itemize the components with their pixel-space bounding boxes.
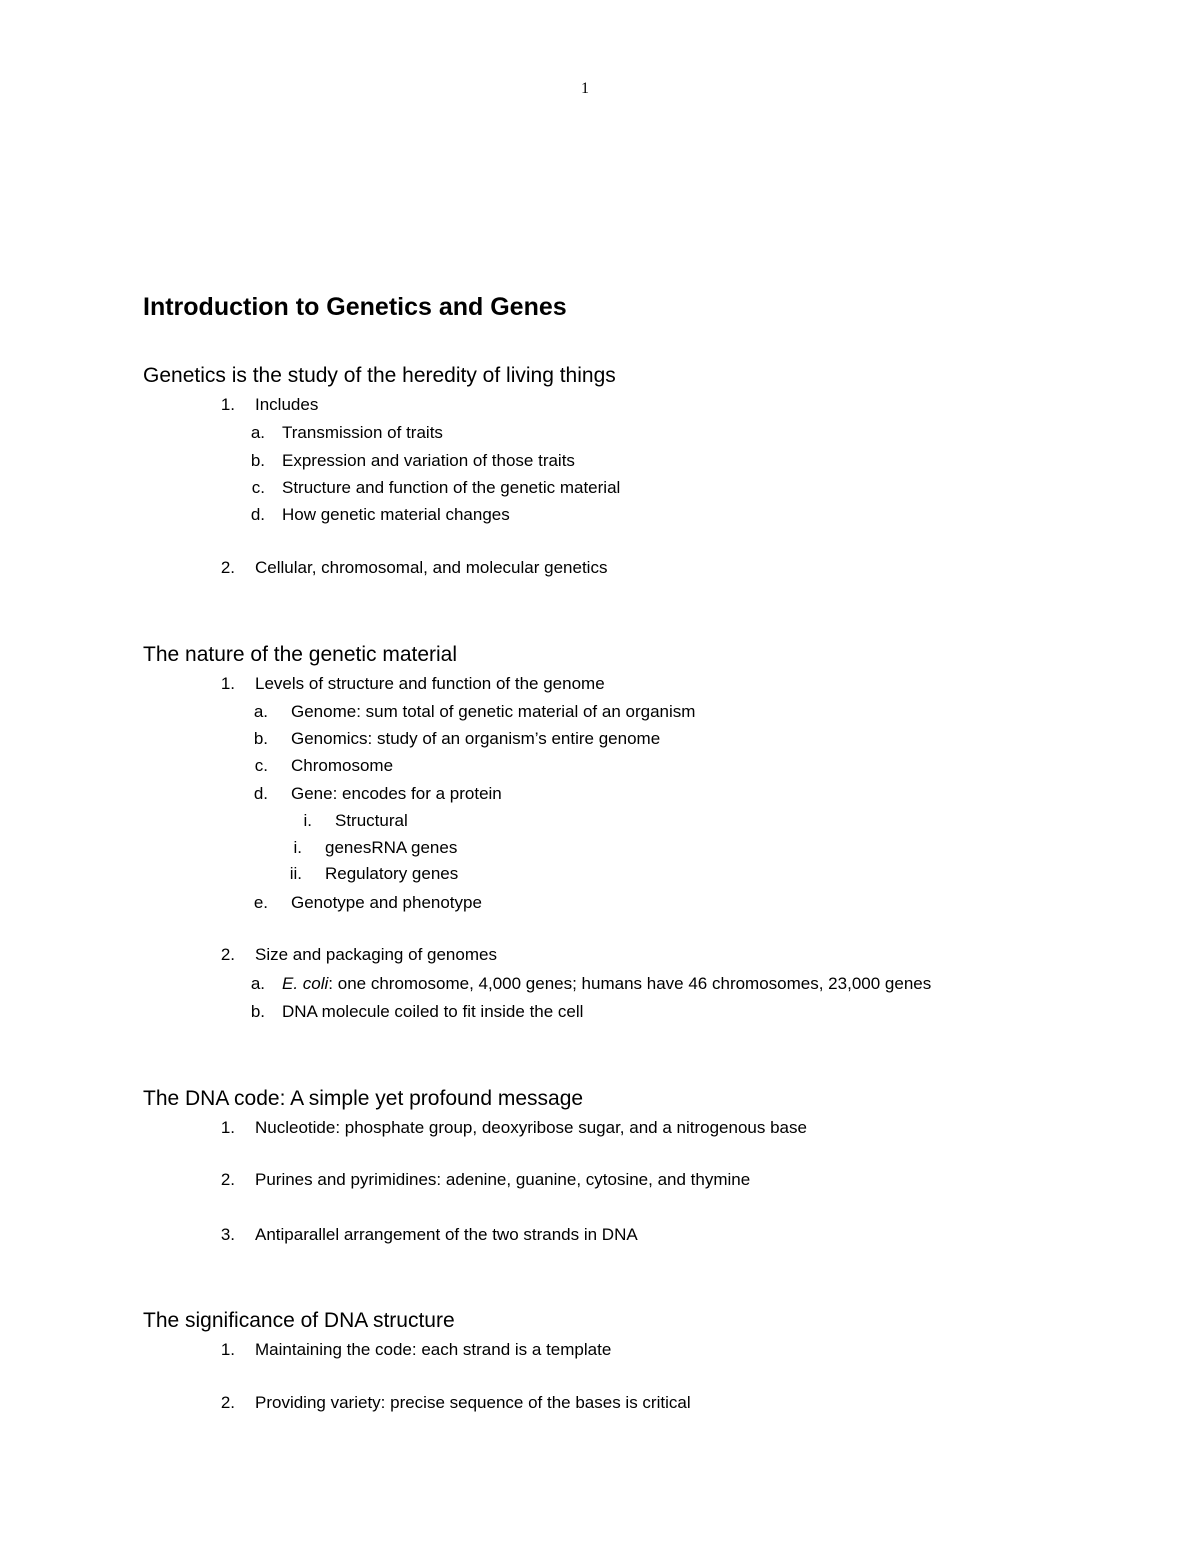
list-marker: 1. (220, 1340, 235, 1359)
sublist-item: Genomics: study of an organism’s entire genome (291, 729, 661, 748)
subsublist-item: genesRNA genes (325, 838, 458, 857)
sublist-item: Gene: encodes for a protein (291, 784, 502, 803)
sublist-marker: b. (250, 451, 265, 470)
sublist-marker: d. (253, 784, 268, 803)
subsublist-item: Regulatory genes (325, 864, 459, 883)
list-item: Providing variety: precise sequence of the bases is critical (255, 1393, 691, 1412)
list-marker: 1. (220, 674, 235, 693)
sublist-item: Genome: sum total of genetic material of an organism (291, 702, 696, 721)
list-item: Cellular, chromosomal, and molecular genetics (255, 558, 608, 577)
list-item: Levels of structure and function of the genome (255, 674, 605, 693)
subsublist-marker: ii. (289, 864, 302, 883)
list-marker: 1. (220, 1118, 235, 1137)
list-marker: 2. (220, 558, 235, 577)
sublist-marker: a. (250, 974, 265, 993)
list-marker: 3. (220, 1225, 235, 1244)
sublist-marker: c. (254, 756, 268, 775)
list-marker: 2. (220, 945, 235, 964)
sublist-item: How genetic material changes (282, 505, 510, 524)
document-title: Introduction to Genetics and Genes (143, 293, 567, 321)
list-item: Antiparallel arrangement of the two strands in DNA (255, 1225, 638, 1244)
sublist-item: Expression and variation of those traits (282, 451, 575, 470)
section-heading: The DNA code: A simple yet profound message (143, 1087, 584, 1110)
sublist-item: Genotype and phenotype (291, 893, 482, 912)
list-item: Purines and pyrimidines: adenine, guanine, cytosine, and thymine (255, 1170, 751, 1189)
subsublist-marker: i. (293, 838, 302, 857)
list-item: Size and packaging of genomes (255, 945, 497, 964)
subsublist-marker: i. (303, 811, 312, 830)
sublist-marker: a. (250, 423, 265, 442)
sublist-item: Structure and function of the genetic material (282, 478, 621, 497)
sublist-marker: e. (253, 893, 268, 912)
section-heading: The nature of the genetic material (143, 643, 458, 666)
section-heading: The significance of DNA structure (143, 1309, 455, 1332)
list-marker: 2. (220, 1170, 235, 1189)
sublist-item: Transmission of traits (282, 423, 443, 442)
list-marker: 1. (220, 395, 235, 414)
section-heading: Genetics is the study of the heredity of living things (143, 364, 616, 387)
sublist-marker: d. (250, 505, 265, 524)
list-item: Nucleotide: phosphate group, deoxyribose sugar, and a nitrogenous base (255, 1118, 807, 1137)
sublist-item: Chromosome (291, 756, 394, 775)
sublist-marker: a. (253, 702, 268, 721)
list-item: Maintaining the code: each strand is a template (255, 1340, 612, 1359)
list-item: Includes (255, 395, 319, 414)
page-number: 1 (581, 80, 589, 97)
list-marker: 2. (220, 1393, 235, 1412)
subsublist-item: Structural (335, 811, 408, 830)
sublist-item: DNA molecule coiled to fit inside the cell (282, 1002, 584, 1021)
species-name: E. coli (282, 974, 329, 993)
sublist-marker: b. (253, 729, 268, 748)
sublist-marker: c. (251, 478, 265, 497)
sublist-marker: b. (250, 1002, 265, 1021)
sublist-item: E. coli: one chromosome, 4,000 genes; humans have 46 chromosomes, 23,000 genes (282, 974, 932, 993)
